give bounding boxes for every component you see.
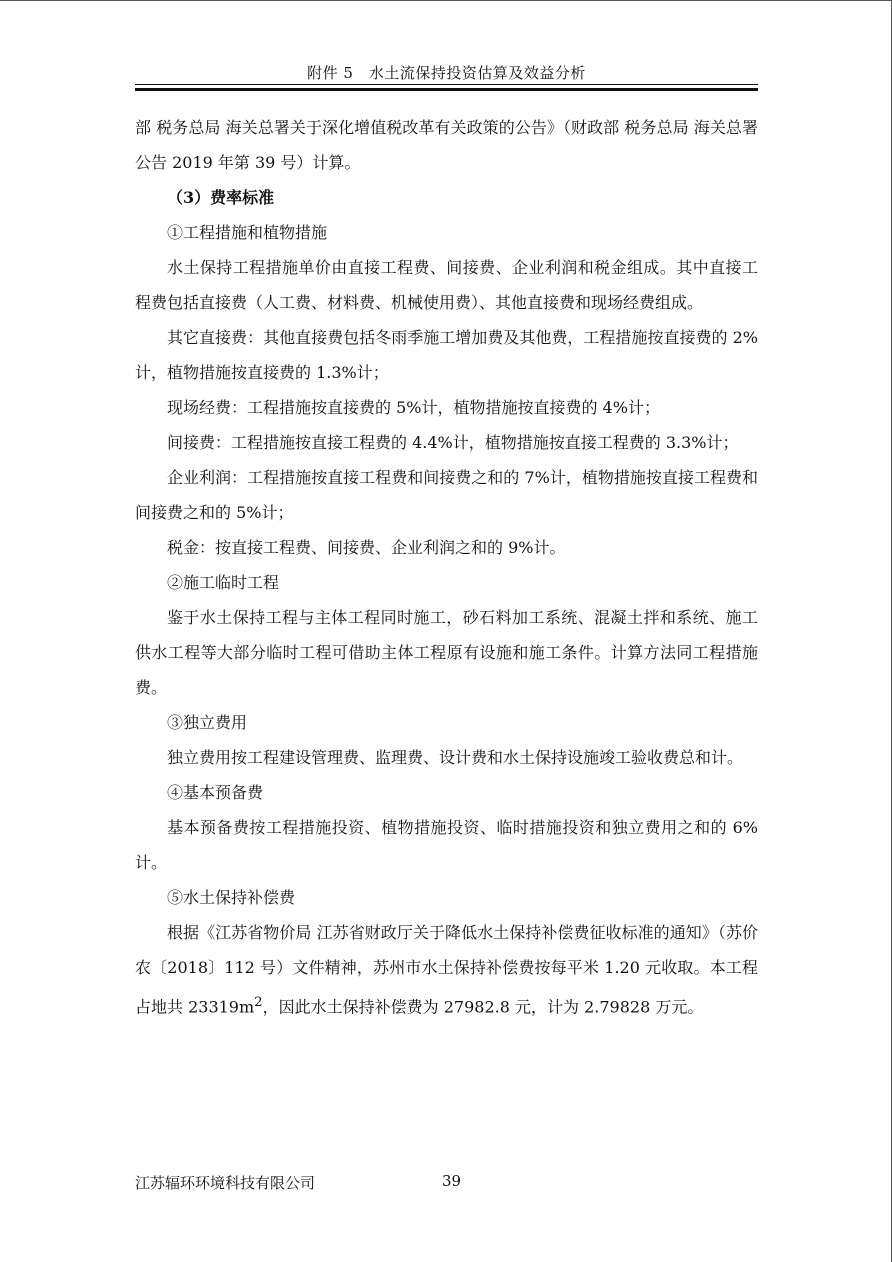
- paragraph: 基本预备费按工程措施投资、植物措施投资、临时措施投资和独立费用之和的 6%计。: [135, 818, 758, 872]
- paragraph-text: 根据《江苏省物价局 江苏省财政厅关于降低水土保持补偿费征收标准的通知》（苏价农〔2018〕112 号）文件精神，苏州市水土保持补偿费按每平米 1.20 元收取。本工程占地共 23319m: [135, 923, 758, 1017]
- paragraph: 独立费用按工程建设管理费、监理费、设计费和水土保持设施竣工验收费总和计。: [167, 748, 744, 767]
- paragraph: 水土保持工程措施单价由直接工程费、间接费、企业利润和税金组成。其中直接工程费包括直接费（人工费、材料费、机械使用费）、其他直接费和现场经费组成。: [135, 258, 758, 312]
- subsection-heading: ④基本预备费: [167, 783, 264, 802]
- paragraph: [135, 915, 758, 1024]
- subsection-heading: ①工程措施和植物措施: [167, 223, 328, 242]
- paragraph-text: ，因此水土保持补偿费为 27982.8 元，计为 2.79828 万元。: [262, 997, 704, 1017]
- section-heading: （3）费率标准: [167, 188, 275, 207]
- paragraph: 现场经费：工程措施按直接费的 5%计，植物措施按直接费的 4%计；: [167, 398, 660, 417]
- superscript: 2: [254, 995, 263, 1010]
- paragraph: 鉴于水土保持工程与主体工程同时施工，砂石料加工系统、混凝土拌和系统、施工供水工程等大部分临时工程可借助主体工程原有设施和施工条件。计算方法同工程措施费。: [135, 608, 758, 697]
- paragraph: 部 税务总局 海关总署关于深化增值税改革有关政策的公告》（财政部 税务总局 海关总署公告 2019 年第 39 号）计算。: [135, 118, 758, 172]
- header-rule-thin: [135, 84, 758, 85]
- header-rule-thick: [135, 88, 758, 91]
- page-number: 39: [442, 1172, 462, 1190]
- running-header: 附件 5 水土流保持投资估算及效益分析: [307, 64, 586, 82]
- paragraph: 间接费：工程措施按直接工程费的 4.4%计，植物措施按直接工程费的 3.3%计；: [167, 433, 739, 452]
- document-body: [135, 110, 758, 1024]
- paragraph: 税金：按直接工程费、间接费、企业利润之和的 9%计。: [167, 538, 566, 557]
- page-border-top: [0, 0, 892, 1]
- footer-company: 江苏辐环环境科技有限公司: [135, 1174, 316, 1192]
- subsection-heading: ⑤水土保持补偿费: [167, 888, 296, 907]
- paragraph: 企业利润：工程措施按直接工程费和间接费之和的 7%计，植物措施按直接工程费和间接费之和的 5%计；: [135, 468, 758, 522]
- subsection-heading: ②施工临时工程: [167, 573, 280, 592]
- subsection-heading: ③独立费用: [167, 713, 248, 732]
- paragraph: 其它直接费：其他直接费包括冬雨季施工增加费及其他费，工程措施按直接费的 2%计，植物措施按直接费的 1.3%计；: [135, 328, 758, 382]
